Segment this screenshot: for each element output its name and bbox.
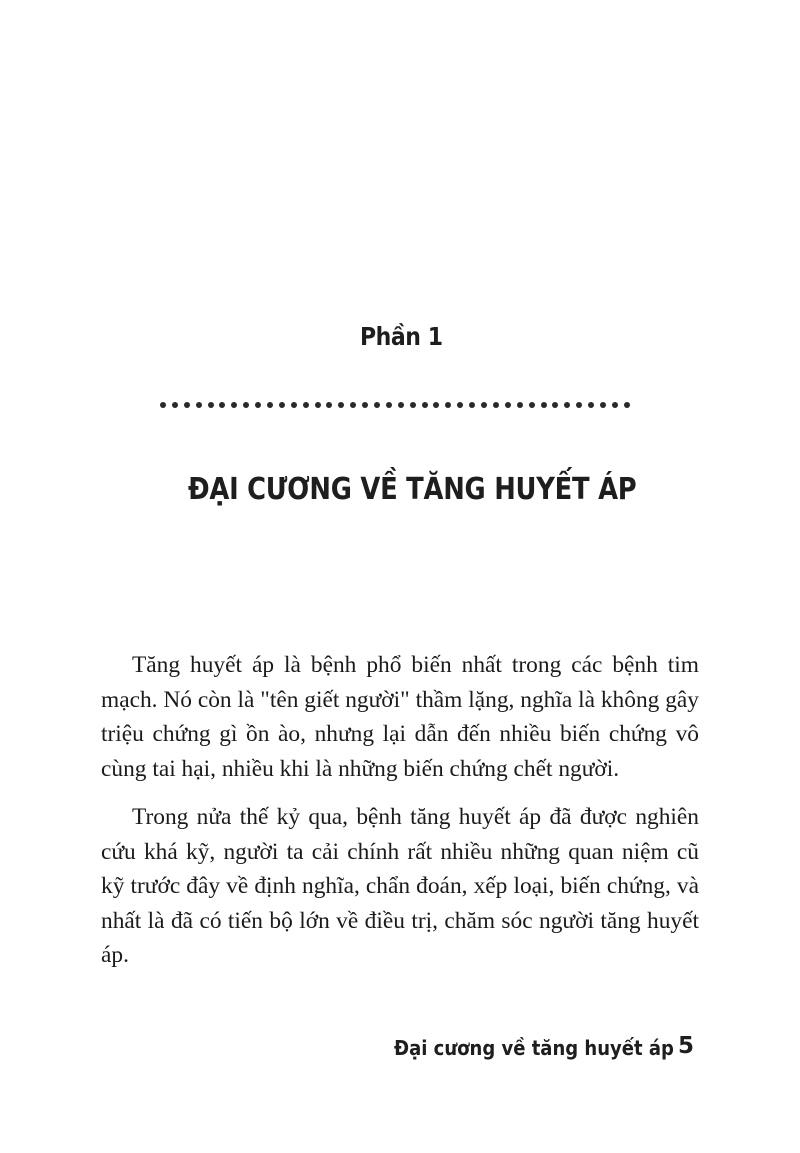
divider-dot (386, 402, 392, 408)
divider-dot (184, 402, 190, 408)
divider-dot (267, 402, 273, 408)
divider-dot (279, 402, 285, 408)
divider-dot (493, 402, 499, 408)
divider-dot (612, 402, 618, 408)
divider-dot (410, 402, 416, 408)
divider-dot (291, 402, 297, 408)
divider-dot (350, 402, 356, 408)
divider-dot (552, 402, 558, 408)
divider-dot (517, 402, 523, 408)
divider-dot (315, 402, 321, 408)
divider-dot (326, 402, 332, 408)
divider-dot (255, 402, 261, 408)
running-footer-title: Đại cương về tăng huyết áp (394, 1036, 674, 1060)
part-label: Phần 1 (360, 322, 443, 351)
divider-dot (541, 402, 547, 408)
divider-dot (160, 402, 166, 408)
divider-dot (338, 402, 344, 408)
divider-dot (362, 402, 368, 408)
dotted-divider (160, 398, 630, 412)
divider-dot (433, 402, 439, 408)
divider-dot (624, 402, 630, 408)
divider-dot (481, 402, 487, 408)
body-text (101, 648, 699, 987)
chapter-title: ĐẠI CƯƠNG VỀ TĂNG HUYẾT ÁP (188, 472, 637, 507)
divider-dot (374, 402, 380, 408)
paragraph-1: Tăng huyết áp là bệnh phổ biến nhất trong các bệnh tim mạch. Nó còn là "tên giết người" thầm lặng, nghĩa là không gây triệu chứng gì ồn ào, nhưng lại dẫn đến nhiều biến chứng vô cùng tai hại, nhiều khi là những biến chứng chết người. (101, 652, 699, 782)
divider-dot (445, 402, 451, 408)
divider-dot (564, 402, 570, 408)
divider-dot (588, 402, 594, 408)
divider-dot (172, 402, 178, 408)
divider-dot (219, 402, 225, 408)
divider-dot (398, 402, 404, 408)
divider-dot (303, 402, 309, 408)
page-number: 5 (678, 1033, 695, 1059)
paragraph-2: Trong nửa thế kỷ qua, bệnh tăng huyết áp đã được nghiên cứu khá kỹ, người ta cải chính rất nhiều những quan niệm cũ kỹ trước đây về định nghĩa, chẩn đoán, xếp loại, biến chứng, và nhất là đã có tiến bộ lớn về điều trị, chăm sóc người tăng huyết áp. (101, 804, 699, 968)
divider-dot (196, 402, 202, 408)
divider-dot (457, 402, 463, 408)
divider-dot (576, 402, 582, 408)
divider-dot (529, 402, 535, 408)
divider-dot (600, 402, 606, 408)
divider-dot (505, 402, 511, 408)
divider-dot (422, 402, 428, 408)
divider-dot (231, 402, 237, 408)
divider-dot (243, 402, 249, 408)
divider-dot (469, 402, 475, 408)
divider-dot (208, 402, 214, 408)
